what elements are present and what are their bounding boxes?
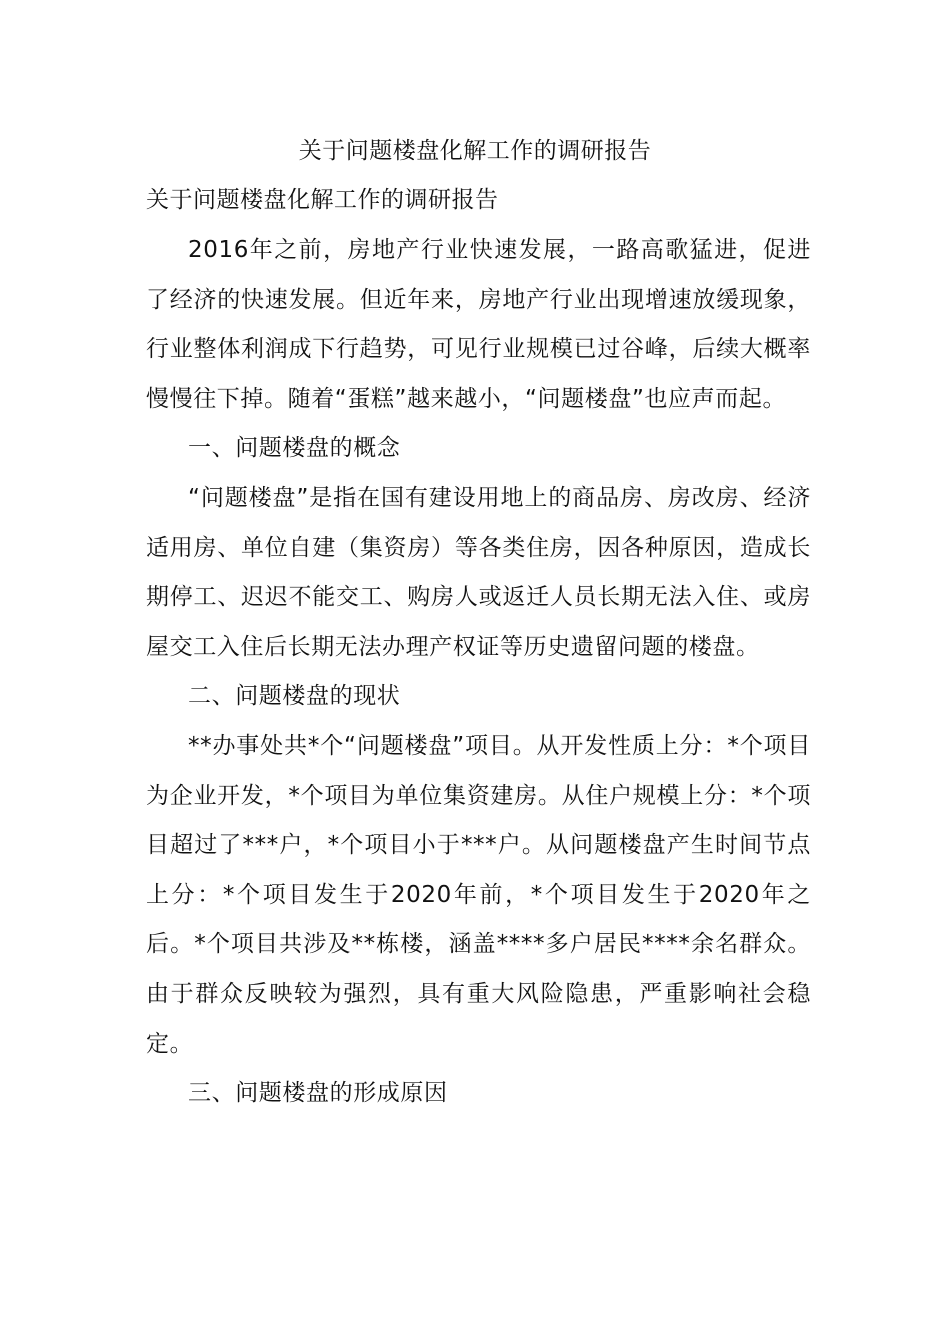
document-subtitle: 关于问题楼盘化解工作的调研报告 [146, 187, 499, 213]
section-concept [146, 424, 811, 672]
section-heading: 三、问题楼盘的形成原因 [188, 1080, 448, 1107]
section-heading: 二、问题楼盘的现状 [188, 683, 401, 710]
intro-paragraph: 2016年之前，房地产行业快速发展，一路高歌猛进，促进了经济的快速发展。但近年来，房地产行业出现增速放缓现象，行业整体利润成下行趋势，可见行业规模已过谷峰，后续大概率慢慢往下掉。随着“蛋糕”越来越小，“问题楼盘”也应声而起。 [146, 237, 811, 412]
document-title: 关于问题楼盘化解工作的调研报告 [298, 138, 652, 164]
section-causes [146, 1069, 811, 1119]
document-body [146, 226, 811, 1119]
section-status [146, 672, 811, 1069]
section-heading: 一、问题楼盘的概念 [188, 435, 401, 462]
section-paragraph: **办事处共*个“问题楼盘”项目。从开发性质上分：*个项目为企业开发，*个项目为单位集资建房。从住户规模上分：*个项目超过了***户，*个项目小于***户。从问题楼盘产生时间节点上分：*个项目发生于2020年前，*个项目发生于2020年之后。*个项目共涉及**栋楼，涵盖****多户居民****余名群众。由于群众反映较为强烈，具有重大风险隐患，严重影响社会稳定。 [146, 732, 811, 1057]
section-paragraph: “问题楼盘”是指在国有建设用地上的商品房、房改房、经济适用房、单位自建（集资房）等各类住房，因各种原因，造成长期停工、迟迟不能交工、购房人或返迁人员长期无法入住、或房屋交工入住后长期无法办理产权证等历史遗留问题的楼盘。 [146, 484, 811, 660]
